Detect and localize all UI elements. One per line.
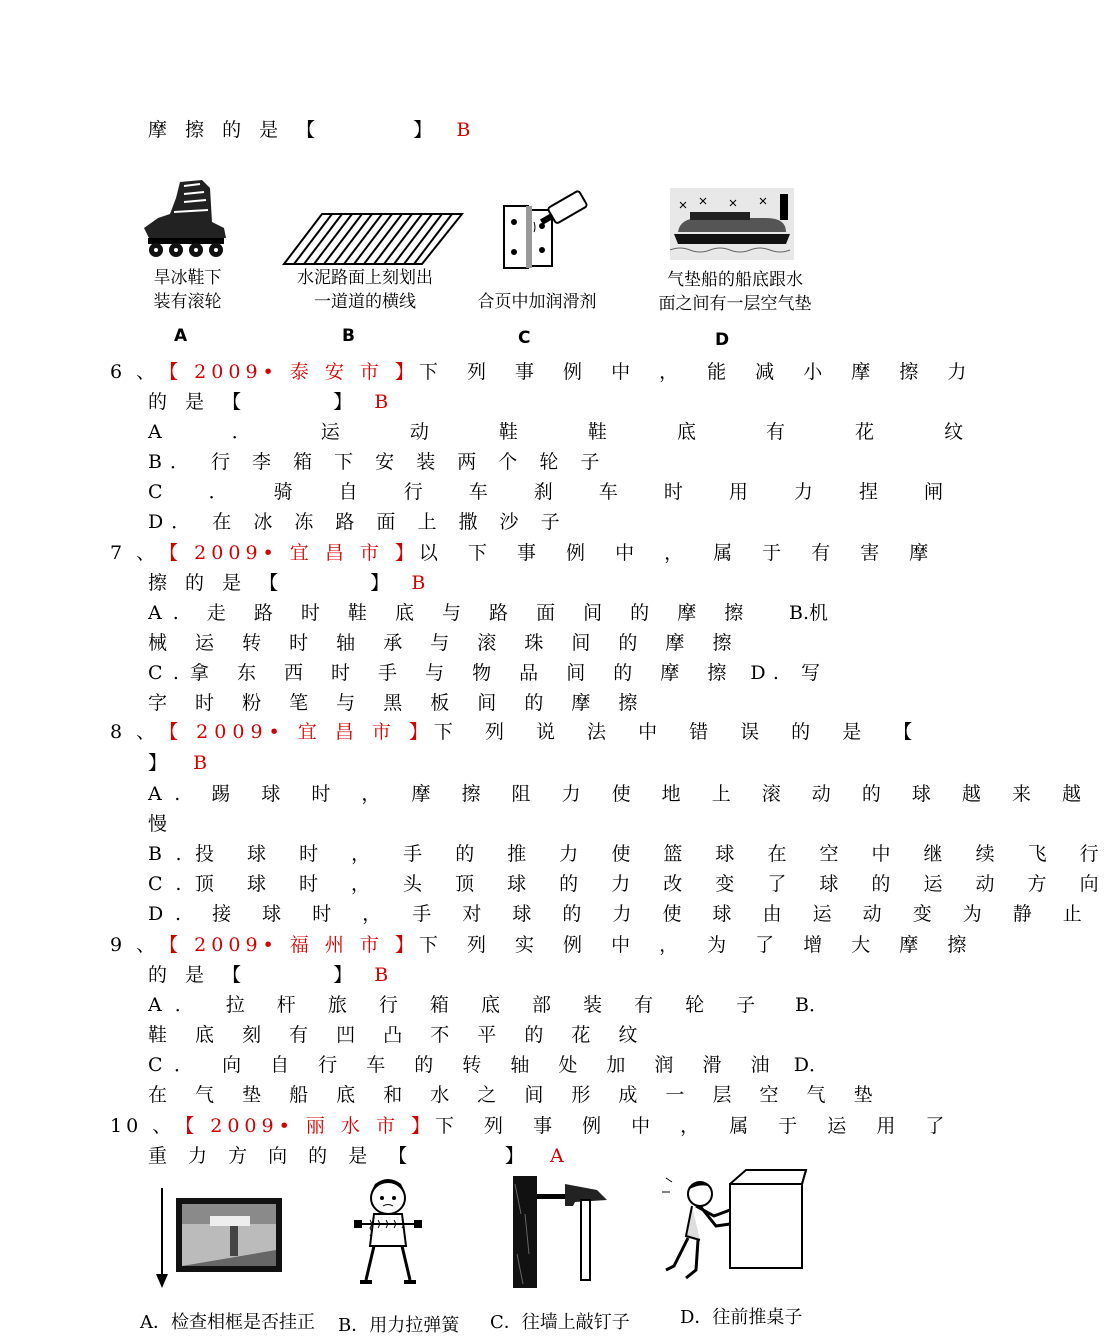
q6-option-d: D． 在 冰 冻 路 面 上 撒 沙 子 xyxy=(148,511,568,533)
q9-line-3: C． 向 自 行 车 的 转 轴 处 加 润 滑 油 D． xyxy=(148,1054,828,1076)
roller-skate-icon xyxy=(140,178,230,258)
fig-c-letter: C xyxy=(518,328,531,348)
fig-d-letter: D xyxy=(715,330,730,350)
q9-answer: B xyxy=(374,964,389,986)
q8-line-3: B.投 球 时 ， 手 的 推 力 使 篮 球 在 空 中 继 续 飞 行 xyxy=(148,843,1112,865)
q8-line-1: A. 踢 球 时 ， 摩 擦 阻 力 使 地 上 滚 动 的 球 越 来 越 xyxy=(148,783,1094,805)
q5-answer: B xyxy=(456,119,471,141)
q6-stem2-line: 的 是 【 】 B xyxy=(148,391,389,413)
q8-answer: B xyxy=(193,752,208,774)
q5-answer-line xyxy=(148,118,470,142)
plumb-line-frame-icon xyxy=(150,1186,290,1290)
q8-line-5: D. 接 球 时 ， 手 对 球 的 力 使 球 由 运 动 变 为 静 止 xyxy=(148,903,1095,925)
q7-source: 【 2009• 宜 昌 市 】 xyxy=(159,542,419,564)
q9-source: 【 2009• 福 州 市 】 xyxy=(159,934,419,956)
q6-option-c: C ． 骑 自 行 车 刹 车 时 用 力 捏 闸 xyxy=(148,481,964,503)
q10-option-a-caption: A．检查相框是否挂正 xyxy=(140,1312,315,1333)
q10-option-d-caption: D．往前推桌子 xyxy=(680,1307,803,1328)
q9-line-2: 鞋 底 刻 有 凹 凸 不 平 的 花 纹 xyxy=(148,1024,649,1046)
grooved-road-icon xyxy=(282,212,464,266)
q9-line-4: 在 气 垫 船 底 和 水 之 间 形 成 一 层 空 气 垫 xyxy=(148,1084,884,1106)
q5-bracket-close: 】 xyxy=(413,119,433,141)
q7-line-1: A. 走 路 时 鞋 底 与 路 面 间 的 摩 擦 B.机 xyxy=(148,602,828,624)
fig-b-letter: B xyxy=(342,326,355,346)
q9-line-1: A． 拉 杆 旅 行 箱 底 部 装 有 轮 子 B． xyxy=(148,994,828,1016)
q6-source: 【 2009• 泰 安 市 】 xyxy=(159,361,419,383)
hinge-oil-icon xyxy=(500,186,592,272)
q7-answer: B xyxy=(411,572,426,594)
hovercraft-icon xyxy=(670,188,794,268)
q9-stem2-line: 的 是 【 】 B xyxy=(148,964,389,986)
q8-line-2: 慢 xyxy=(148,813,168,835)
q6-stem-line xyxy=(110,360,978,384)
fig-b-caption: 水泥路面上刻划出 一道道的横线 xyxy=(297,268,433,312)
q7-line-2: 械 运 转 时 轴 承 与 滚 珠 间 的 摩 擦 xyxy=(148,632,743,654)
q8-line-4: C.顶 球 时 ， 头 顶 球 的 力 改 变 了 球 的 运 动 方 向 xyxy=(148,873,1112,895)
q10-stem2-line: 重 力 方 向 的 是 【 】 A xyxy=(148,1145,564,1167)
q9-stem-line: 9 、 【 2009• 福 州 市 】 下 列 实 例 中 ， 为 了 增 大 摩 擦 xyxy=(110,934,978,956)
fig-d-caption: 气垫船的船底跟水 面之间有一层空气垫 xyxy=(658,270,812,314)
boy-pushing-box-icon xyxy=(656,1166,806,1292)
fig-a-caption: 旱冰鞋下 装有滚轮 xyxy=(153,268,222,312)
q8-stem-line: 8 、 【 2009• 宜 昌 市 】 下 列 说 法 中 错 误 的 是 【 xyxy=(110,721,926,743)
q7-line-4: 字 时 粉 笔 与 黑 板 间 的 摩 擦 xyxy=(148,692,649,714)
q10-answer: A xyxy=(549,1145,564,1167)
q10-source: 【 2009• 丽 水 市 】 xyxy=(175,1115,435,1137)
boy-stretching-spring-icon xyxy=(348,1176,428,1292)
fig-a-letter: A xyxy=(174,326,188,346)
q6-option-a: A ． 运 动 鞋 鞋 底 有 花 纹 xyxy=(148,421,996,443)
q7-stem-line: 7 、 【 2009• 宜 昌 市 】 以 下 事 例 中 ， 属 于 有 害 摩 xyxy=(110,542,941,564)
q10-option-b-caption: B．用力拉弹簧 xyxy=(338,1315,460,1336)
q7-line-3: C.拿 东 西 时 手 与 物 品 间 的 摩 擦 D. 写 xyxy=(148,662,828,684)
q8-source: 【 2009• 宜 昌 市 】 xyxy=(159,721,434,743)
q6-stem: 下 列 事 例 中 ， 能 减 小 摩 擦 力 xyxy=(418,361,978,383)
q10-option-c-caption: C．往墙上敲钉子 xyxy=(490,1312,630,1333)
q10-stem-line: 10 、 【 2009• 丽 水 市 】 下 列 事 例 中 ， 属 于 运 用 了 xyxy=(110,1115,957,1137)
q7-stem2-line: 擦 的 是 【 】 B xyxy=(148,572,426,594)
hammer-nail-icon xyxy=(505,1174,615,1290)
q6-answer: B xyxy=(374,391,389,413)
fig-c-caption: 合页中加润滑剂 xyxy=(477,292,597,312)
q6-option-b: B． 行 李 箱 下 安 装 两 个 轮 子 xyxy=(148,451,608,473)
q5-stem-tail: 摩 擦 的 是 【 xyxy=(148,119,322,141)
q8-stem2-line: 】 B xyxy=(148,752,208,774)
q6-number: 6 、 xyxy=(110,361,160,383)
